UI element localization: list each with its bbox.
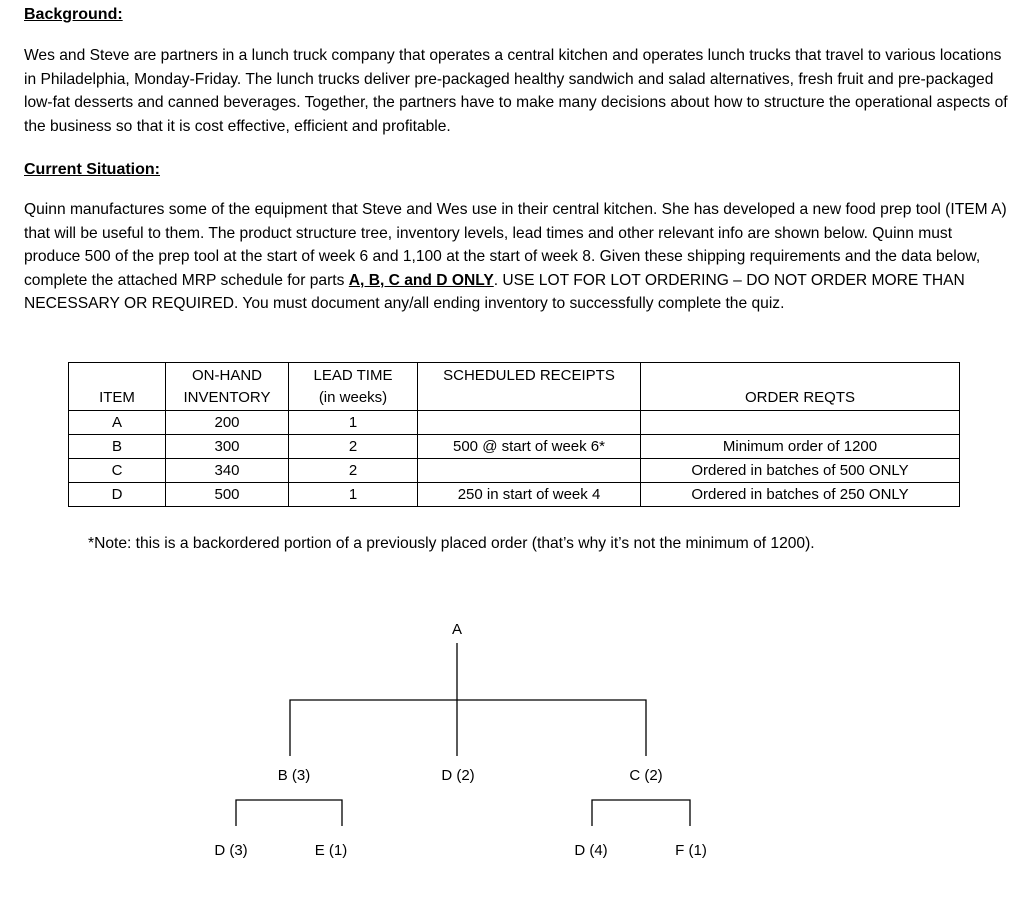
tree-c-bracket bbox=[592, 800, 690, 826]
cell-sched bbox=[418, 459, 641, 483]
tree-node-a: A bbox=[451, 621, 463, 638]
cell-item: A bbox=[69, 411, 166, 435]
cell-onhand: 200 bbox=[166, 411, 289, 435]
cell-item: C bbox=[69, 459, 166, 483]
cell-sched: 250 in start of week 4 bbox=[418, 483, 641, 507]
cell-onhand: 500 bbox=[166, 483, 289, 507]
tree-node-d-level1: D (2) bbox=[441, 767, 475, 784]
table-row bbox=[69, 459, 960, 483]
current-text-before: Quinn manufactures some of the equipment that Steve and Wes use in their central kitchen. She has developed a new food prep tool (ITEM A) that will be useful to them. The product structure tree, inventory levels, lead times and other relevant info are shown below. Quinn must produce 500 of the prep tool at the start of week 6 and 1,100 at the start of week 8. Given these shipping requirements and the data below, complete the attached MRP schedule for parts bbox=[24, 201, 1007, 289]
tree-node-e: E (1) bbox=[314, 842, 348, 859]
cell-lead: 1 bbox=[289, 411, 418, 435]
cell-onhand: 340 bbox=[166, 459, 289, 483]
background-heading: Background: bbox=[24, 6, 123, 23]
cell-order: Ordered in batches of 500 ONLY bbox=[641, 459, 960, 483]
product-structure-tree bbox=[0, 600, 1024, 880]
tree-b-bracket bbox=[236, 800, 342, 826]
current-text-after: . USE LOT FOR LOT ORDERING – DO NOT ORDER MORE THAN NECESSARY OR REQUIRED. You must document any/all ending inventory to successfully complete the quiz. bbox=[24, 271, 965, 313]
cell-order: Ordered in batches of 250 ONLY bbox=[641, 483, 960, 507]
tree-node-d-under-b: D (3) bbox=[214, 842, 248, 859]
tree-node-c: C (2) bbox=[629, 767, 663, 784]
current-situation-paragraph bbox=[24, 198, 1009, 316]
current-situation-heading: Current Situation: bbox=[24, 161, 160, 178]
tree-node-d-under-c: D (4) bbox=[574, 842, 608, 859]
table-row bbox=[69, 411, 960, 435]
current-emphasis: A, B, C and D ONLY bbox=[348, 271, 494, 289]
cell-lead: 2 bbox=[289, 459, 418, 483]
header-lead-time: LEAD TIME (in weeks) bbox=[289, 363, 418, 411]
header-order-reqts: ORDER REQTS bbox=[641, 363, 960, 411]
background-paragraph: Wes and Steve are partners in a lunch truck company that operates a central kitchen and operates lunch trucks that travel to various locations in Philadelphia, Monday-Friday. The lunch trucks deliver pre-packaged healthy sandwich and salad alternatives, fresh fruit and pre-packaged low-fat desserts and canned beverages. Together, the partners have to make many decisions about how to structure the operational aspects of the business so that it is cost effective, efficient and profitable. bbox=[24, 47, 1008, 135]
cell-item: D bbox=[69, 483, 166, 507]
cell-item: B bbox=[69, 435, 166, 459]
cell-sched: 500 @ start of week 6* bbox=[418, 435, 641, 459]
tree-node-f: F (1) bbox=[675, 842, 707, 859]
tree-node-b: B (3) bbox=[277, 767, 311, 784]
table-row bbox=[69, 435, 960, 459]
header-onhand: ON-HAND INVENTORY bbox=[166, 363, 289, 411]
cell-order bbox=[641, 411, 960, 435]
cell-lead: 2 bbox=[289, 435, 418, 459]
table-header-row bbox=[69, 363, 960, 411]
header-item: ITEM bbox=[69, 363, 166, 411]
table-row bbox=[69, 483, 960, 507]
cell-lead: 1 bbox=[289, 483, 418, 507]
cell-sched bbox=[418, 411, 641, 435]
backorder-note: *Note: this is a backordered portion of a previously placed order (that’s why it’s not the minimum of 1200). bbox=[88, 535, 815, 552]
header-scheduled-receipts: SCHEDULED RECEIPTS bbox=[418, 363, 641, 411]
cell-onhand: 300 bbox=[166, 435, 289, 459]
tree-level1-bracket bbox=[290, 700, 646, 756]
cell-order: Minimum order of 1200 bbox=[641, 435, 960, 459]
item-info-table bbox=[68, 362, 960, 507]
